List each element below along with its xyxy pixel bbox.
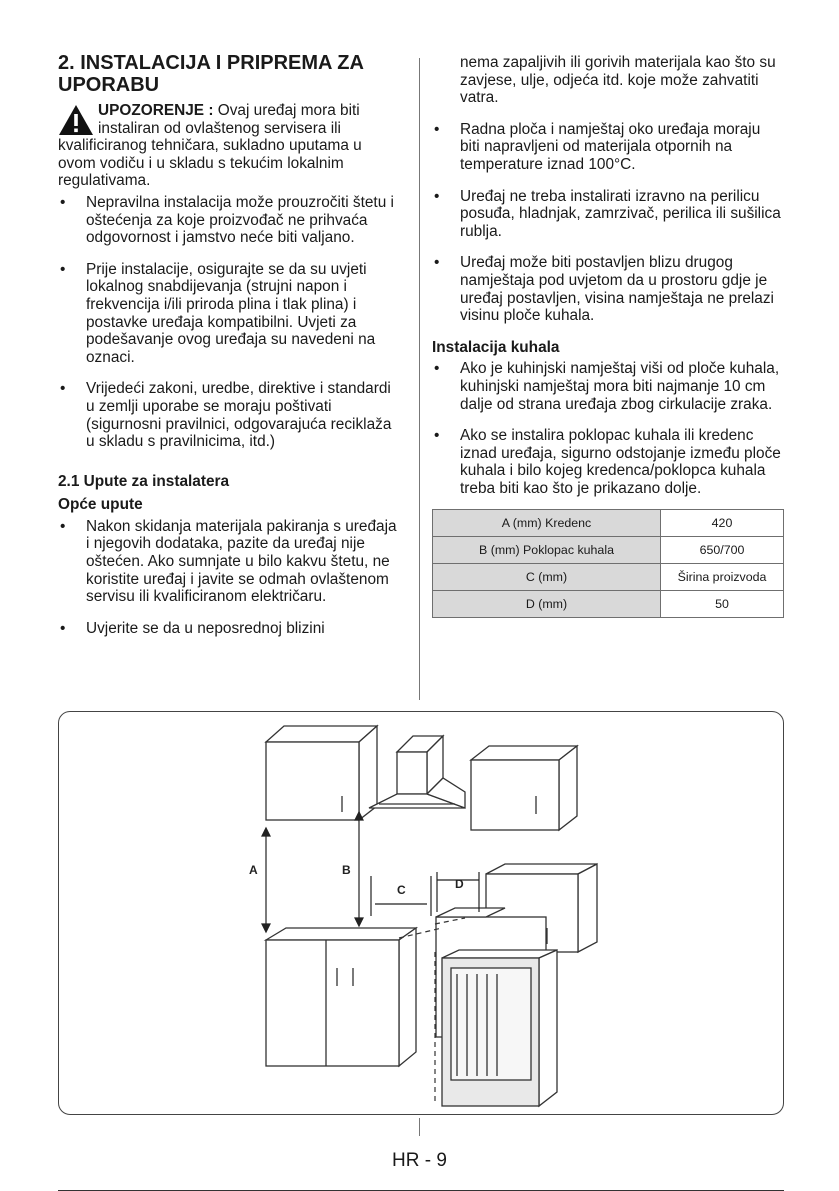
footer-divider [419, 1118, 420, 1136]
intro-list [58, 194, 398, 451]
dimension-label-d: D [455, 877, 464, 891]
table-cell-value: 650/700 [661, 537, 784, 564]
hob-installation-title: Instalacija kuhala [432, 338, 560, 356]
installation-diagram [59, 712, 785, 1116]
warning-block [58, 102, 398, 190]
table-cell-label: D (mm) [433, 591, 661, 618]
hob-list [432, 360, 784, 497]
wall-cabinet-front [266, 742, 359, 820]
table-row [433, 537, 784, 564]
list-item: • Nepravilna instalacija može prouzročiti štetu i oštećenja za koje proizvođač ne prihvaća odgovornost i jamstvo neće biti valjano. [58, 194, 398, 247]
general-list [58, 518, 398, 638]
table-cell-label: A (mm) Kredenc [433, 510, 661, 537]
table-cell-value: 420 [661, 510, 784, 537]
column-divider [419, 58, 420, 700]
subsection-subtitle: Opće upute [58, 496, 143, 514]
list-item: • Uređaj može biti postavljen blizu drugog namještaja pod uvjetom da u prostoru gdje je uređaj postavljen, visina namještaja ne prelazi visinu ploče kuhala. [432, 254, 784, 324]
table-row [433, 591, 784, 618]
list-item: • Uvjerite se da u neposrednoj blizini [58, 620, 398, 638]
list-item: • Nakon skidanja materijala pakiranja s uređaja i njegovih dodataka, pazite da uređaj nije oštećen. Ako sumnjate u bilo kakvu štetu, ne koristite uređaj i javite se odmah ovlaštenom servisu ili kvalificiranom električaru. [58, 518, 398, 606]
table-cell-value: Širina proizvoda [661, 564, 784, 591]
dimension-label-b: B [342, 863, 351, 877]
list-item: • Ako je kuhinjski namještaj viši od ploče kuhala, kuhinjski namještaj mora biti najmanje 10 cm dalje od strana uređaja zbog cirkulacije zraka. [432, 360, 784, 413]
warning-icon [58, 104, 94, 136]
continuation-text: nema zapaljivih ili gorivih materijala kao što su zavjese, ulje, odjeća itd. koje može zahvatiti vatra. [460, 54, 776, 107]
left-column [58, 52, 398, 651]
list-item: • Prije instalacije, osigurajte se da su uvjeti lokalnog snabdijevanja (strujni napon i frekvencija i/ili priroda plina i tlak plina) i postavke uređaja kompatibilni. Uvjeti za podešavanje ovog uređaja su navedeni na oznaci. [58, 261, 398, 367]
subsection-title: 2.1 Upute za instalatera [58, 472, 230, 490]
list-item: • Uređaj ne treba instalirati izravno na perilicu posuđa, hladnjak, zamrzivač, perilica ili sušilica rublja. [432, 188, 784, 241]
table-cell-label: C (mm) [433, 564, 661, 591]
warning-label: UPOZORENJE : [98, 102, 214, 119]
table-cell-label: B (mm) Poklopac kuhala [433, 537, 661, 564]
section-title: 2. INSTALACIJA I PRIPREMA ZA UPORABU [58, 52, 364, 96]
wall-cabinet-top [266, 726, 377, 742]
table-cell-value: 50 [661, 591, 784, 618]
warning-text: Ovaj uređaj mora biti instaliran od ovlaštenog servisera ili kvalificiranog tehničara, sukladno uputama u ovom vodiču i u skladu s tekućim lokalnim regulativama. [58, 102, 362, 190]
page-number: HR - 9 [392, 1150, 447, 1171]
table-row [433, 510, 784, 537]
right-column [432, 54, 784, 618]
table-row [433, 564, 784, 591]
distance-table [432, 509, 784, 618]
installation-figure [58, 711, 784, 1115]
dimension-label-a: A [249, 863, 258, 877]
list-item: • Vrijedeći zakoni, uredbe, direktive i standardi u zemlji uporabe se moraju poštivati (sigurnosni pravilnici, odgovarajuća reciklaža u skladu s pravilnicima, itd.) [58, 380, 398, 450]
list-item: • Radna ploča i namještaj oko uređaja moraju biti napravljeni od materijala otpornih na temperature iznad 100°C. [432, 121, 784, 174]
list-item: • Ako se instalira poklopac kuhala ili kredenc iznad uređaja, sigurno odstojanje između ploče kuhala i bilo kojeg kredenca/poklopca kuhala treba biti kao što je prikazano dolje. [432, 427, 784, 497]
requirements-list [432, 121, 784, 325]
dimension-label-c: C [397, 883, 406, 897]
